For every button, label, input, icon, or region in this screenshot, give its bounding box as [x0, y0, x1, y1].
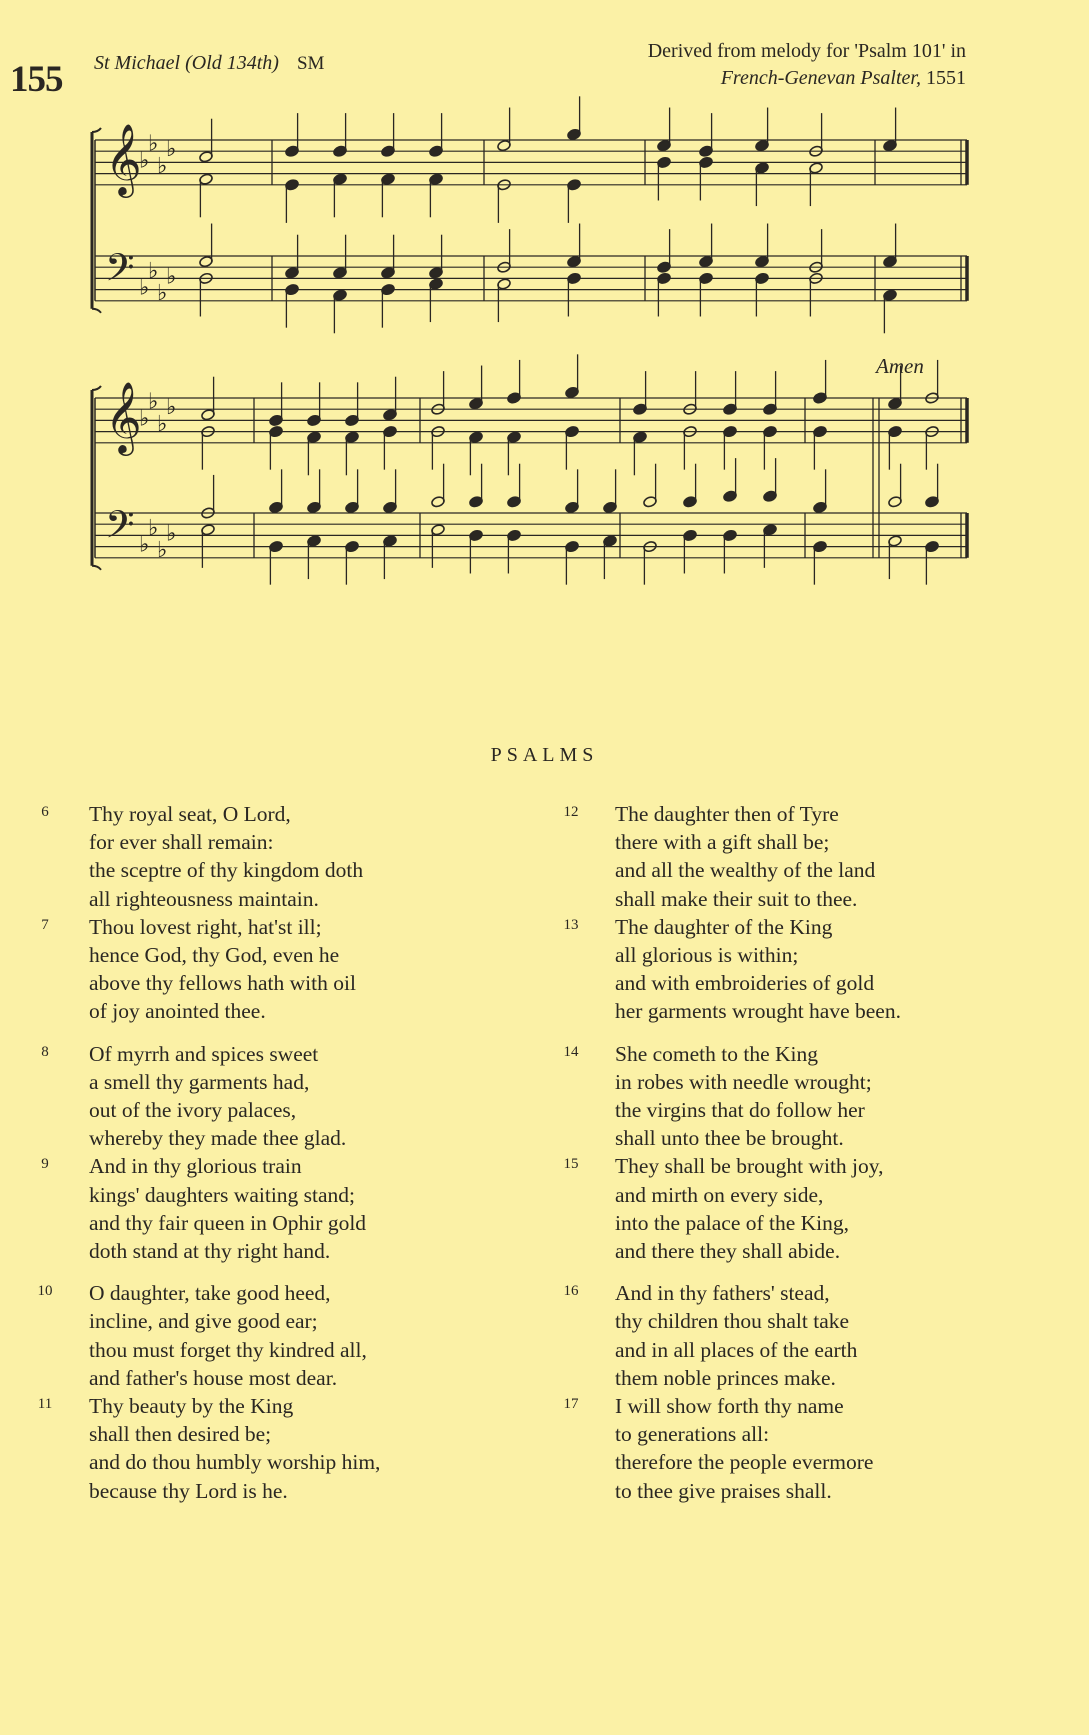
source-psalter: French-Genevan Psalter,: [720, 67, 921, 89]
flat-icon: ♭: [148, 131, 159, 157]
verse-line: O daughter, take good heed,: [89, 1281, 331, 1306]
verses-left-column: [30, 800, 460, 1505]
flat-icon: ♭: [139, 148, 150, 174]
verse-line: out of the ivory palaces,: [89, 1098, 297, 1123]
bass-clef-icon: 𝄢: [105, 245, 135, 299]
verse-number: 17: [563, 1396, 579, 1413]
flat-icon: ♭: [166, 521, 177, 547]
verse-line: above thy fellows hath with oil: [89, 971, 356, 996]
verse-line: And in thy fathers' stead,: [615, 1281, 830, 1306]
flat-icon: ♭: [166, 395, 177, 421]
amen-label: Amen: [876, 354, 924, 378]
verse: [30, 1279, 460, 1392]
flat-icon: ♭: [148, 515, 159, 541]
meter-label: SM: [296, 53, 325, 74]
verse-line: the virgins that do follow her: [615, 1098, 865, 1123]
verse-line: whereby they made thee glad.: [89, 1126, 347, 1151]
source-line-1: Derived from melody for 'Psalm 101' in: [647, 40, 966, 62]
verse-number: 10: [37, 1283, 53, 1300]
verse-line: shall make their suit to thee.: [615, 886, 858, 911]
verse-line: shall then desired be;: [89, 1422, 272, 1447]
section-heading: PSALMS: [490, 744, 599, 766]
music-score: [0, 0, 1089, 620]
verse-number: 6: [41, 804, 49, 820]
verse: [556, 913, 1026, 1026]
verse-line: for ever shall remain:: [89, 830, 274, 855]
verse-line: in robes with needle wrought;: [615, 1069, 872, 1094]
verse: [30, 1040, 460, 1153]
verse-line: and do thou humbly worship him,: [89, 1450, 381, 1475]
verse-line: She cometh to the King: [615, 1041, 819, 1066]
verse-line: therefore the people evermore: [615, 1450, 874, 1475]
verse-line: to generations all:: [615, 1422, 770, 1447]
verse-line: Thou lovest right, hat'st ill;: [89, 914, 322, 939]
verse: [556, 1152, 1026, 1265]
verse-line: into the palace of the King,: [615, 1210, 850, 1235]
verse-line: thy children thou shalt take: [615, 1309, 850, 1334]
verse-line: to thee give praises shall.: [615, 1478, 832, 1503]
verse-line: hence God, thy God, even he: [89, 943, 340, 968]
treble-clef-icon: 𝄞: [105, 380, 142, 453]
verse-line: kings' daughters waiting stand;: [89, 1182, 356, 1207]
flat-icon: ♭: [139, 406, 150, 432]
verse: [30, 913, 460, 1026]
verse: [556, 800, 1026, 913]
tune-title: St Michael (Old 134th): [94, 52, 279, 74]
verse-line: them noble princes make.: [615, 1365, 836, 1390]
flat-icon: ♭: [139, 532, 150, 558]
flat-icon: ♭: [166, 264, 177, 290]
verse-line: and all the wealthy of the land: [615, 858, 876, 883]
verse-line: and father's house most dear.: [89, 1365, 338, 1390]
verse-number: 11: [37, 1396, 53, 1413]
verse-line: and there they shall abide.: [615, 1239, 841, 1264]
verse-number: 8: [41, 1043, 49, 1060]
verse-number: 12: [563, 804, 579, 820]
verse-line: thou must forget thy kindred all,: [89, 1337, 367, 1362]
system-bracket: [92, 566, 101, 570]
source-year: 1551: [926, 67, 966, 89]
flat-icon: ♭: [157, 412, 168, 437]
flat-icon: ♭: [139, 275, 150, 301]
flat-icon: ♭: [157, 538, 168, 564]
verse-number: 15: [563, 1156, 579, 1173]
verse: [556, 1040, 1026, 1153]
verse-line: and thy fair queen in Ophir gold: [89, 1210, 367, 1235]
verse-line: her garments wrought have been.: [615, 999, 901, 1024]
system-bracket: [92, 309, 101, 313]
verse-line: The daughter then of Tyre: [615, 802, 839, 826]
verse: [556, 1279, 1026, 1392]
verses-right-column: [556, 800, 1026, 1505]
verse-number: 7: [41, 916, 49, 933]
verse-line: Thy beauty by the King: [89, 1394, 294, 1419]
verse-line: because thy Lord is he.: [89, 1478, 288, 1503]
verse-number: 16: [563, 1283, 579, 1300]
verse-line: shall unto thee be brought.: [615, 1126, 844, 1151]
flat-icon: ♭: [148, 258, 159, 284]
verse-line: the sceptre of thy kingdom doth: [89, 858, 364, 883]
verse-line: and in all places of the earth: [615, 1337, 858, 1362]
system-bracket: [92, 386, 101, 390]
verse: [30, 1152, 460, 1265]
verse-line: Thy royal seat, O Lord,: [89, 802, 291, 826]
verse-line: doth stand at thy right hand.: [89, 1239, 331, 1264]
flat-icon: ♭: [148, 389, 159, 415]
verse-number: 9: [41, 1156, 49, 1173]
verse-line: all righteousness maintain.: [89, 886, 319, 911]
flat-icon: ♭: [166, 137, 177, 163]
flat-icon: ♭: [157, 281, 168, 307]
verse: [30, 1392, 460, 1505]
verse-line: incline, and give good ear;: [89, 1309, 318, 1334]
verse-line: all glorious is within;: [615, 943, 799, 968]
verse-line: Of myrrh and spices sweet: [89, 1041, 319, 1066]
verse-line: of joy anointed thee.: [89, 999, 266, 1024]
verse-line: They shall be brought with joy,: [615, 1154, 884, 1179]
treble-clef-icon: 𝄞: [105, 122, 142, 195]
flat-icon: ♭: [157, 154, 168, 179]
verse-line: and mirth on every side,: [615, 1182, 824, 1207]
verse-number: 13: [563, 916, 579, 933]
verse-number: 14: [563, 1043, 579, 1060]
verse-line: and with embroideries of gold: [615, 971, 875, 996]
verse-line: there with a gift shall be;: [615, 830, 830, 855]
verse-line: The daughter of the King: [615, 914, 833, 939]
verse-line: a smell thy garments had,: [89, 1069, 310, 1094]
system-bracket: [92, 128, 101, 132]
verse: [30, 800, 460, 913]
verse-line: And in thy glorious train: [89, 1154, 302, 1179]
verse: [556, 1392, 1026, 1505]
hymn-number: 155: [10, 59, 63, 100]
bass-clef-icon: 𝄢: [105, 502, 135, 556]
verse-line: I will show forth thy name: [615, 1394, 844, 1419]
